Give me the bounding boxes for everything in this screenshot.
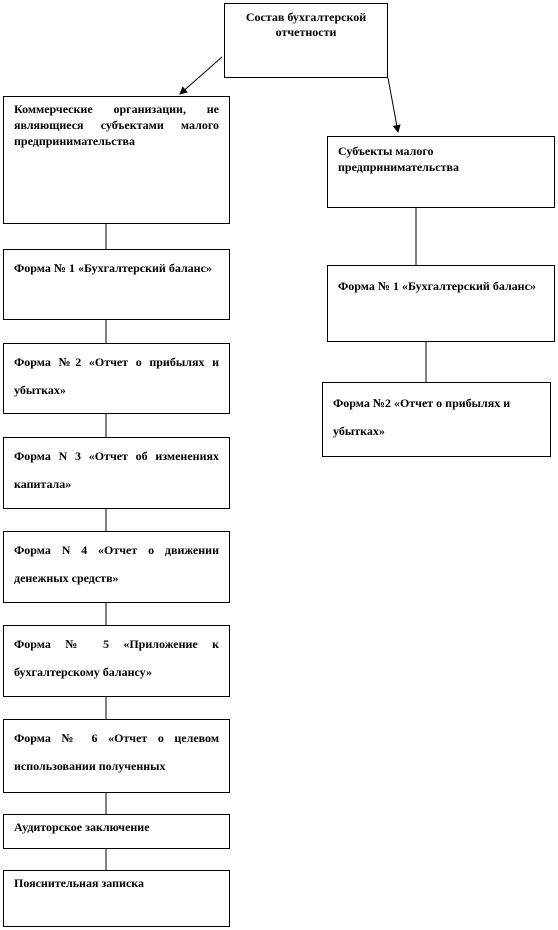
left-form-6-label: Форма № 6 «Отчет о целевом использовании полученных: [14, 731, 219, 773]
left-form-1-label: Форма № 1 «Бухгалтерский баланс»: [14, 261, 212, 275]
root-label: Состав бухгалтерской отчетности: [245, 10, 367, 39]
left-form-4-box: [3, 531, 230, 603]
left-form-4-label: Форма N 4 «Отчет о движении денежных средств»: [14, 543, 219, 585]
left-form-1-box: [3, 249, 230, 320]
explanatory-note-label: Пояснительная записка: [14, 876, 145, 890]
left-form-2-box: [3, 343, 230, 414]
left-form-3-box: [3, 437, 230, 509]
right-form-1-box: [327, 265, 555, 342]
right-form-2-box: [322, 382, 551, 457]
left-header-label: Коммерческие организации, не являющиеся субъектами малого предпринимательства: [14, 102, 219, 148]
audit-report-box: [3, 814, 230, 849]
explanatory-note-box: [3, 870, 230, 927]
left-form-5-label: Форма № 5 «Приложение к бухгалтерскому балансу»: [14, 637, 219, 679]
left-form-2-label: Форма №2 «Отчет о прибылях и убытках»: [14, 355, 219, 397]
left-form-6-box: [3, 719, 230, 793]
arrow-to-left-branch: [180, 57, 222, 94]
root-box: [224, 3, 388, 78]
right-header-box: [327, 136, 555, 208]
left-form-3-label: Форма N 3 «Отчет об изменениях капитала»: [14, 449, 219, 491]
right-form-1-label: Форма № 1 «Бухгалтерский баланс»: [338, 279, 536, 293]
arrow-to-right-branch: [388, 78, 398, 132]
left-header-box: [3, 96, 230, 224]
right-header-label: Субъекты малого предпринимательства: [338, 144, 459, 174]
left-form-5-box: [3, 625, 230, 697]
right-form-2-label: Форма №2 «Отчет о прибылях и убытках»: [333, 396, 511, 438]
audit-report-label: Аудиторское заключение: [14, 820, 150, 834]
